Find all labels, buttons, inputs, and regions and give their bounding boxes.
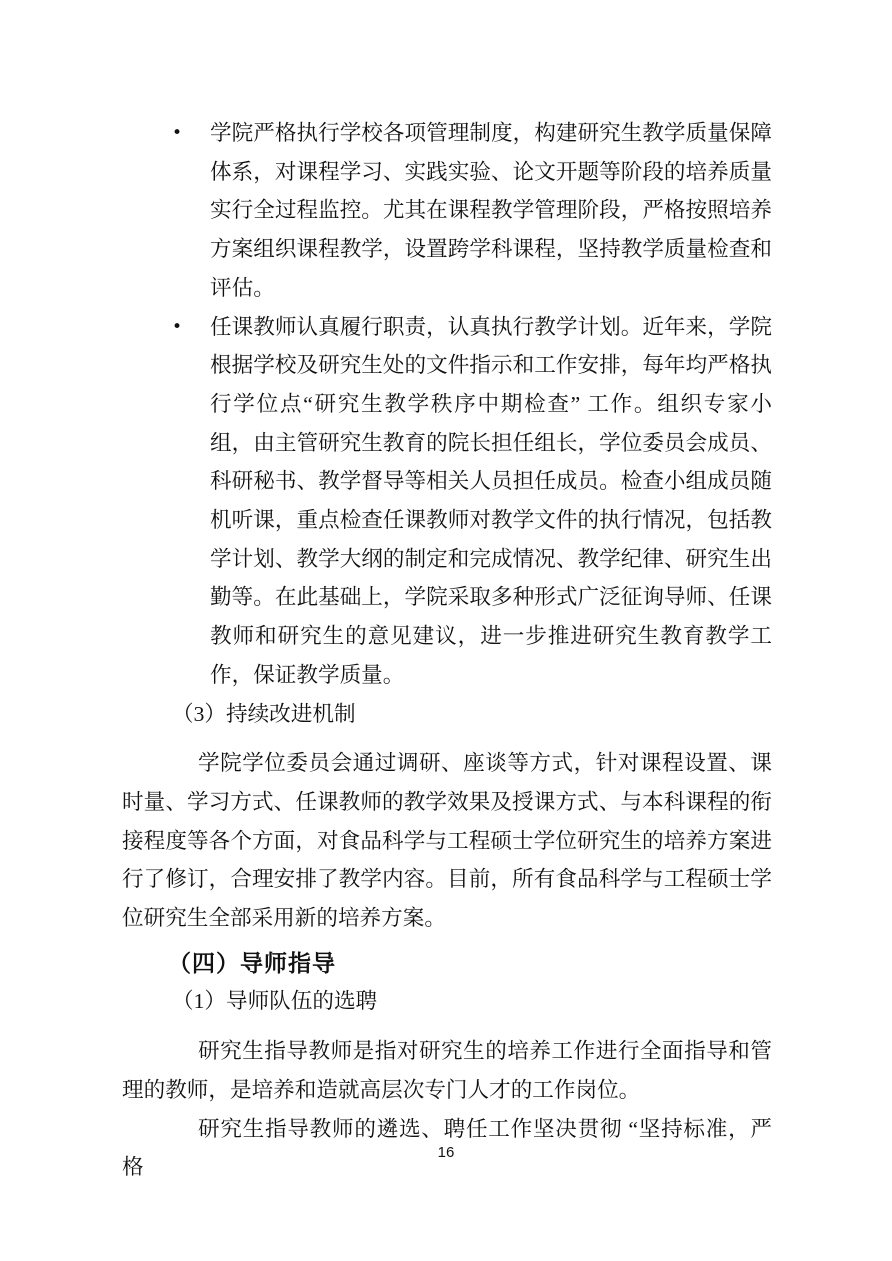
list-item (122, 114, 772, 308)
paragraph-revision: 学院学位委员会通过调研、座谈等方式，针对课程设置、课时量、学习方式、任课教师的教学效果及授课方式、与本科课程的衔接程度等各个方面，对食品科学与工程硕士学位研究生的培养方案进行了修订，合理安排了教学内容。目前，所有食品科学与工程硕士学位研究生全部采用新的培养方案。 (122, 751, 772, 931)
page-number: 16 (437, 1144, 455, 1161)
section-heading-mentor-guidance: （四）导师指导 (168, 949, 336, 976)
page-content (122, 114, 772, 1187)
list-item (122, 308, 772, 695)
subheading-continuous-improvement: （3）持续改进机制 (172, 701, 356, 726)
bullet-icon: • (172, 123, 183, 143)
paragraph-mentor-definition: 研究生指导教师是指对研究生的培养工作进行全面指导和管理的教师，是培养和造就高层次专门人才的工作岗位。 (122, 1039, 772, 1102)
paragraph-mentor-hiring: 研究生指导教师的遴选、聘任工作坚决贯彻 “坚持标准，严格 (122, 1116, 772, 1180)
bullet-list (122, 114, 772, 695)
subheading-mentor-selection: （1）导师队伍的选聘 (172, 989, 378, 1014)
list-item-text: 学院严格执行学校各项管理制度，构建研究生教学质量保障体系，对课程学习、实践实验、论文开题等阶段的培养质量实行全过程监控。尤其在课程教学管理阶段，严格按照培养方案组织课程教学，设置跨学科课程，坚持教学质量检查和评估。 (210, 121, 772, 300)
bullet-icon: • (172, 316, 183, 337)
list-item-text: 任课教师认真履行职责，认真执行教学计划。近年来，学院根据学校及研究生处的文件指示和工作安排，每年均严格执行学位点“研究生教学秩序中期检查” 工作。组织专家小组，由主管研究生教育的院长担任组长，学位委员会成员、科研秘书、教学督导等相关人员担任成员。检查小组成员随机听课，重点检查任课教师对教学文件的执行情况，包括教学计划、教学大纲的制定和完成情况、教学纪律、研究生出勤等。在此基础上，学院采取多种形式广泛征询导师、任课教师和研究生的意见建议，进一步推进研究生教育教学工作，保证教学质量。 (210, 314, 772, 687)
